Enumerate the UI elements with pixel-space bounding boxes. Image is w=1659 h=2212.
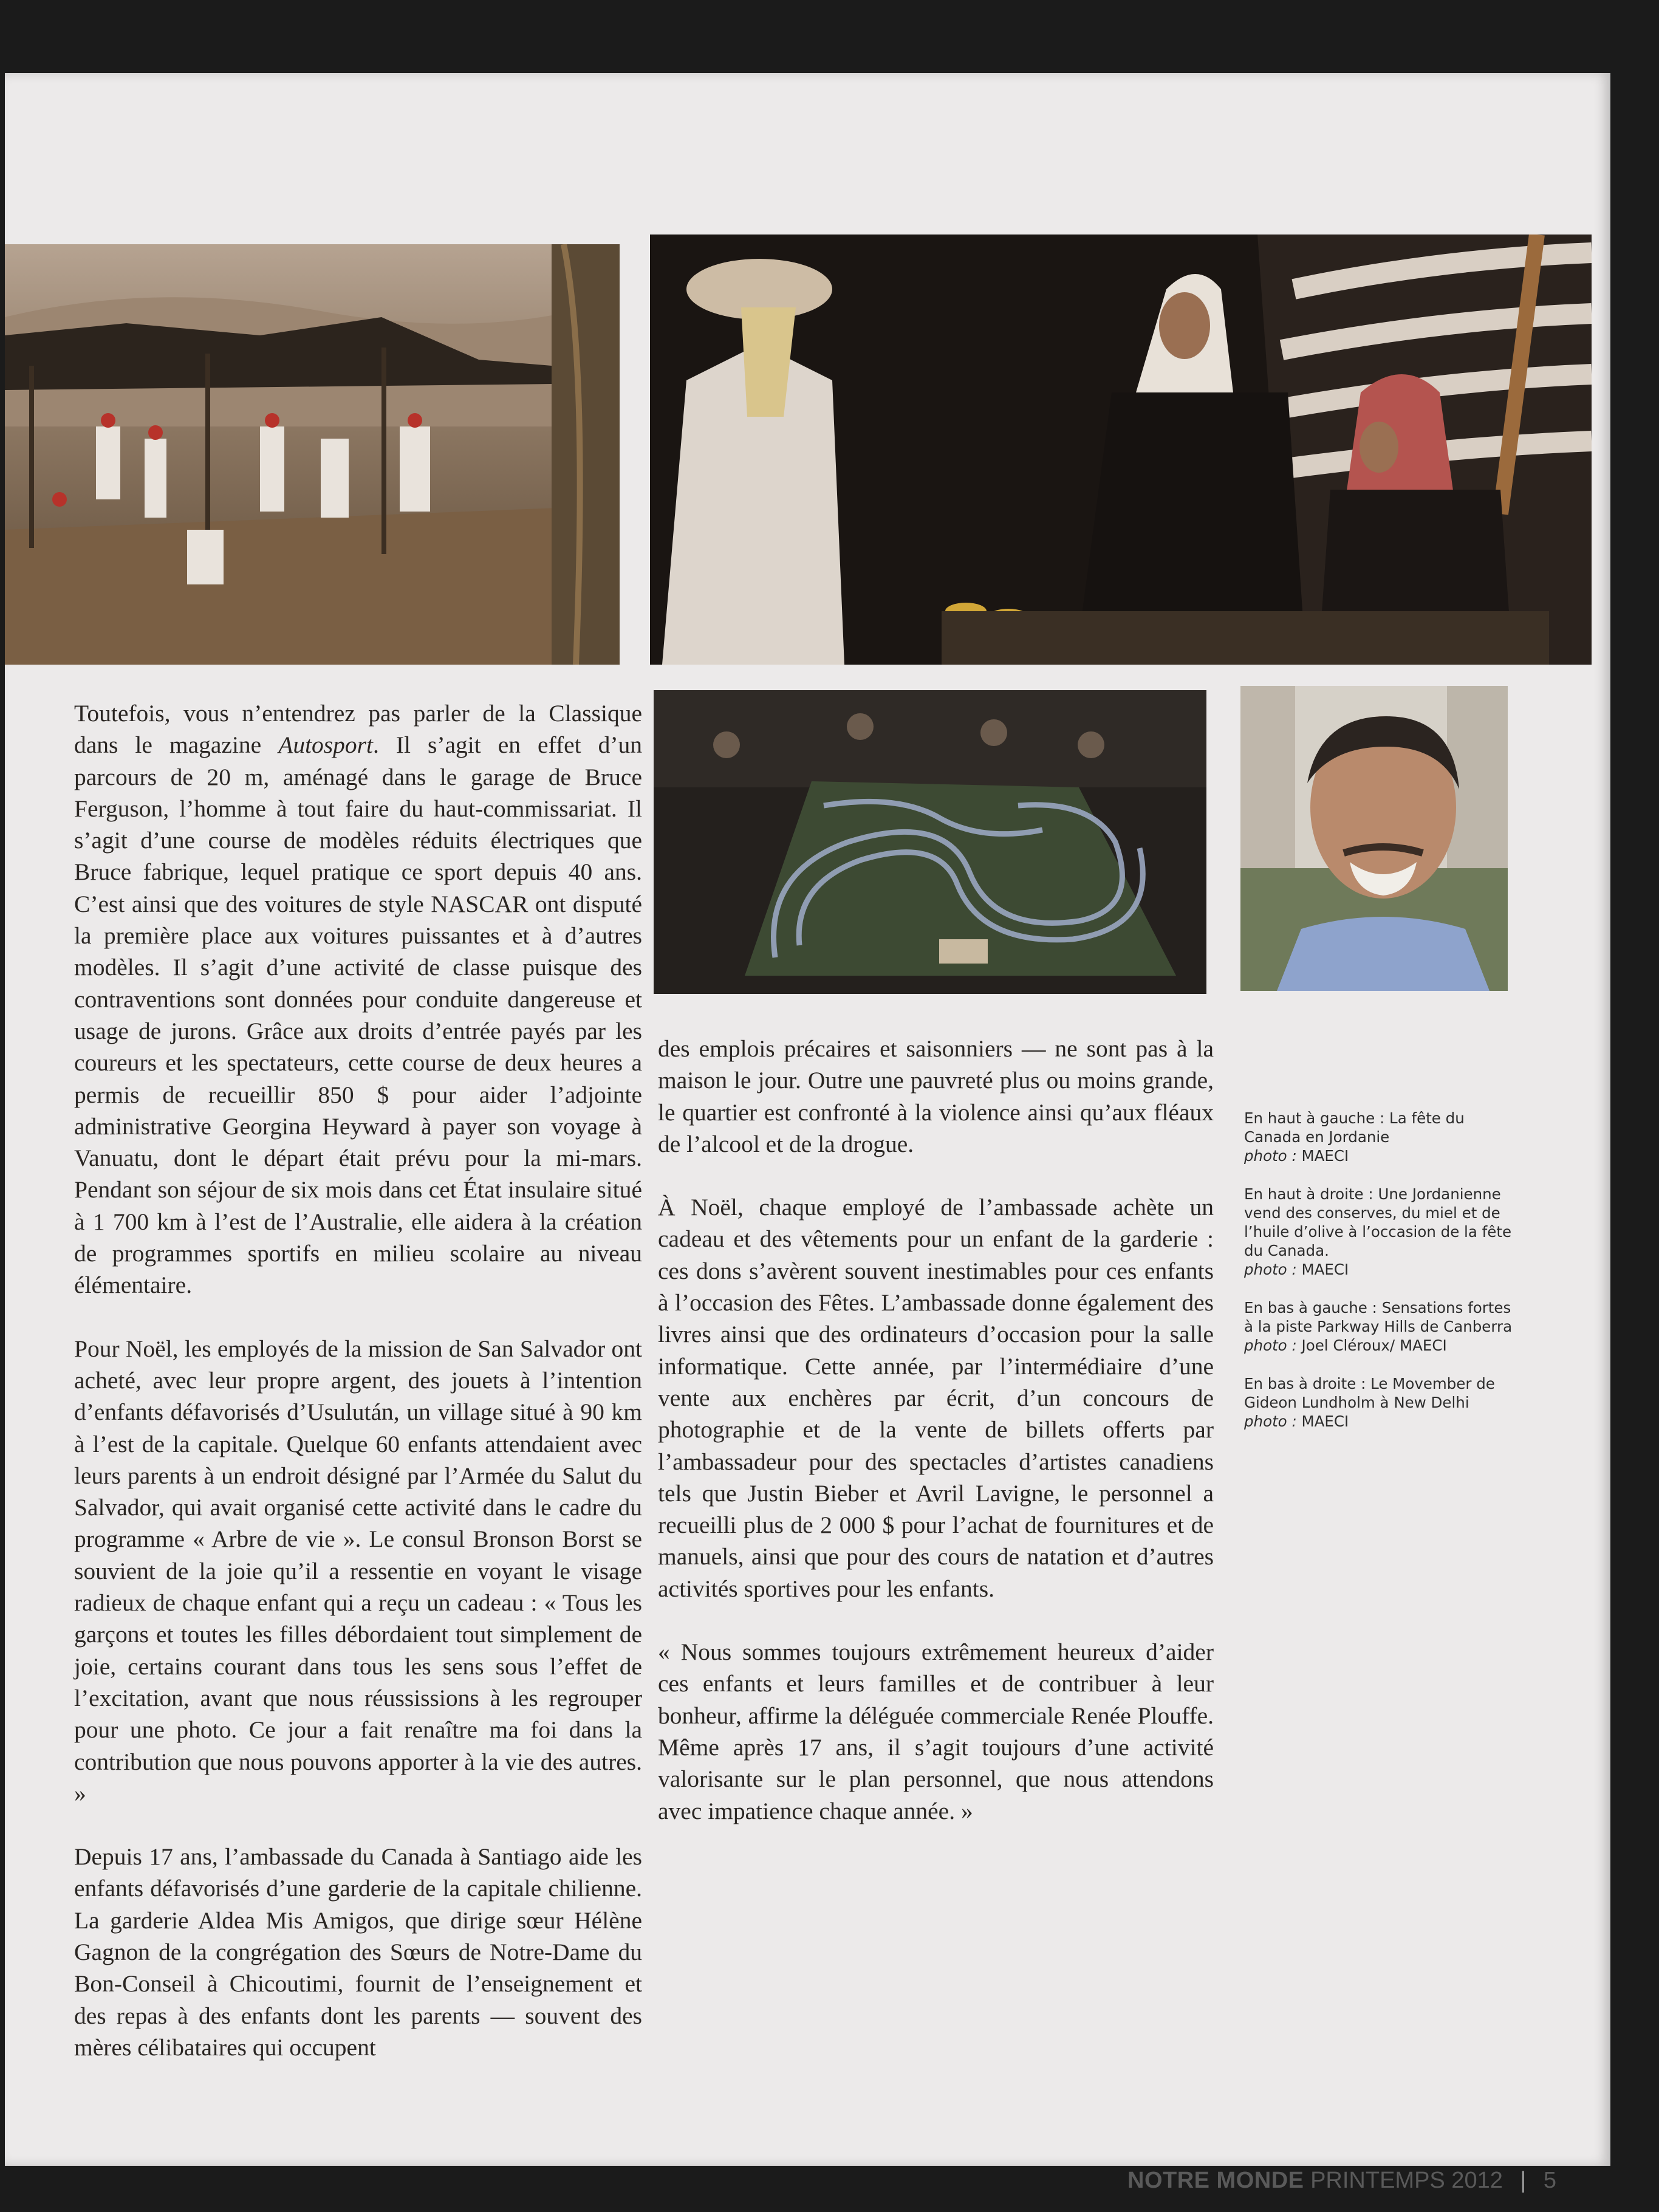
caption-top-left: En haut à gauche : La fête du Canada en Jordanie photo : MAECI	[1244, 1109, 1465, 1165]
footer-separator: |	[1520, 2168, 1527, 2193]
paragraph-san-salvador: Pour Noël, les employés de la mission de San Salvador ont acheté, avec leur propre argent, des jouets à l’intention d’enfants défavorisés d’Usulután, un village situé à 90 km à l’est de la capitale. Quelque 60 enfants attendaient avec leurs parents à un endroit désigné par l’Armée du Salut du Salvador, qui avait organisé cette activité dans le cadre du programme « Arbre de vie ». Le consul Bronson Borst se souvient de la joie qu’il a ressentie en voyant le visage radieux de chaque enfant qui a reçu un cadeau : « Tous les garçons et toutes les filles débordaient tout simplement de joie, certains courant dans tous les sens sous l’effet de l’excitation, avant que nous réussissions à les regrouper pour une photo. Ce jour a fait renaître ma foi dans la contribution que nous pouvons apporter à la vie des autres. »	[74, 1335, 642, 1807]
magazine-title-autosport: Autosport	[278, 731, 374, 759]
magazine-page	[5, 73, 1610, 2193]
photo-jordanian-vendor	[650, 235, 1592, 665]
photo-canada-day-jordan	[5, 244, 620, 665]
article-column-2	[658, 1033, 1214, 1827]
caption-bottom-left: En bas à gauche : Sensations fortes à la piste Parkway Hills de Canberra photo : Joel Cléroux/ MAECI	[1244, 1299, 1513, 1354]
paragraph-quartier: des emplois précaires et saisonniers — ne sont pas à la maison le jour. Outre une pauvreté plus ou moins grande, le quartier est confronté à la violence ainsi qu’aux fléaux de l’alcool et de la drogue.	[658, 1035, 1214, 1157]
article-column-1	[74, 697, 642, 2063]
photo-slot-car-track	[654, 690, 1206, 994]
caption-top-right: En haut à droite : Une Jordanienne vend des conserves, du miel et de l’huile d’olive à l’occasion de la fête du Canada. photo : MAECI	[1244, 1185, 1512, 1278]
footer-issue: PRINTEMPS 2012	[1310, 2168, 1503, 2193]
page-footer	[1127, 2168, 1556, 2194]
caption-bottom-right: En bas à droite : Le Movember de Gideon Lundholm à New Delhi photo : MAECI	[1244, 1375, 1495, 1430]
footer-brand: NOTRE MONDE	[1127, 2168, 1304, 2193]
paragraph-noel-ambassade: À Noël, chaque employé de l’ambassade achète un cadeau et des vêtements pour un enfant de la garderie : ces dons s’avèrent souvent inestimables pour ces enfants à l’occasion des Fêtes. L’ambassade donne également des livres ainsi que des ordinateurs d’occasion pour la salle informatique. Cette année, par l’intermédiaire d’une vente aux enchères par écrit, d’un concours de photographie et de la vente de billets offerts par l’ambassadeur pour des spectacles d’artistes canadiens tels que Justin Bieber et Avril Lavigne, le personnel a recueilli plus de 2 000 $ pour l’achat de fournitures et de manuels, ainsi que pour des cours de natation et d’autres activités sportives pour les enfants.	[658, 1194, 1214, 1602]
paragraph-gap	[658, 1160, 1214, 1191]
paragraph-santiago: Depuis 17 ans, l’ambassade du Canada à Santiago aide les enfants défavorisés d’une garderie de la capitale chilienne. La garderie Aldea Mis Amigos, que dirige sœur Hélène Gagnon de la congrégation des Sœurs de Notre-Dame du Bon-Conseil à Chicoutimi, fournit de l’enseignement et des repas à des enfants dont les parents — souvent des mères célibataires qui occupent	[74, 1843, 642, 2061]
page-number: 5	[1543, 2168, 1556, 2193]
photo-captions	[1244, 1109, 1524, 1450]
photo-movember-portrait	[1240, 686, 1508, 991]
paragraph-gap	[74, 1301, 642, 1333]
paragraph-classique: Toutefois, vous n’entendrez pas parler de la Classique dans le magazine Autosport. Il s’agit en effet d’un parcours de 20 m, aménagé dans le garage de Bruce Ferguson, l’homme à tout faire du haut-commissariat. Il s’agit d’une course de modèles réduits électriques que Bruce fabrique, lequel pratique ce sport depuis 40 ans. C’est ainsi que des voitures de style NASCAR ont disputé la première place aux voitures puissantes et à d’autres modèles. Il s’agit d’une activité de classe puisque des contraventions sont données pour conduite dangereuse et usage de jurons. Grâce aux droits d’entrée payés par les coureurs et les spectateurs, cette course de deux heures a permis de recueillir 850 $ pour aider l’adjointe administrative Georgina Heyward à payer son voyage à Vanuatu, dont le départ était prévu pour la mi-mars. Pendant son séjour de six mois dans cet État insulaire situé à 1 700 km à l’est de l’Australie, elle aidera à la création de programmes sportifs en milieu scolaire au niveau élémentaire.	[74, 700, 642, 1299]
paragraph-gap	[74, 1809, 642, 1841]
paragraph-gap	[658, 1604, 1214, 1636]
paragraph-quote-plouffe: « Nous sommes toujours extrêmement heureux d’aider ces enfants et leurs familles et de contribuer à leur bonheur, affirme la déléguée commerciale Renée Plouffe. Même après 17 ans, il s’agit toujours d’une activité valorisante sur le plan personnel, que nous attendons avec impatience chaque année. »	[658, 1638, 1214, 1824]
